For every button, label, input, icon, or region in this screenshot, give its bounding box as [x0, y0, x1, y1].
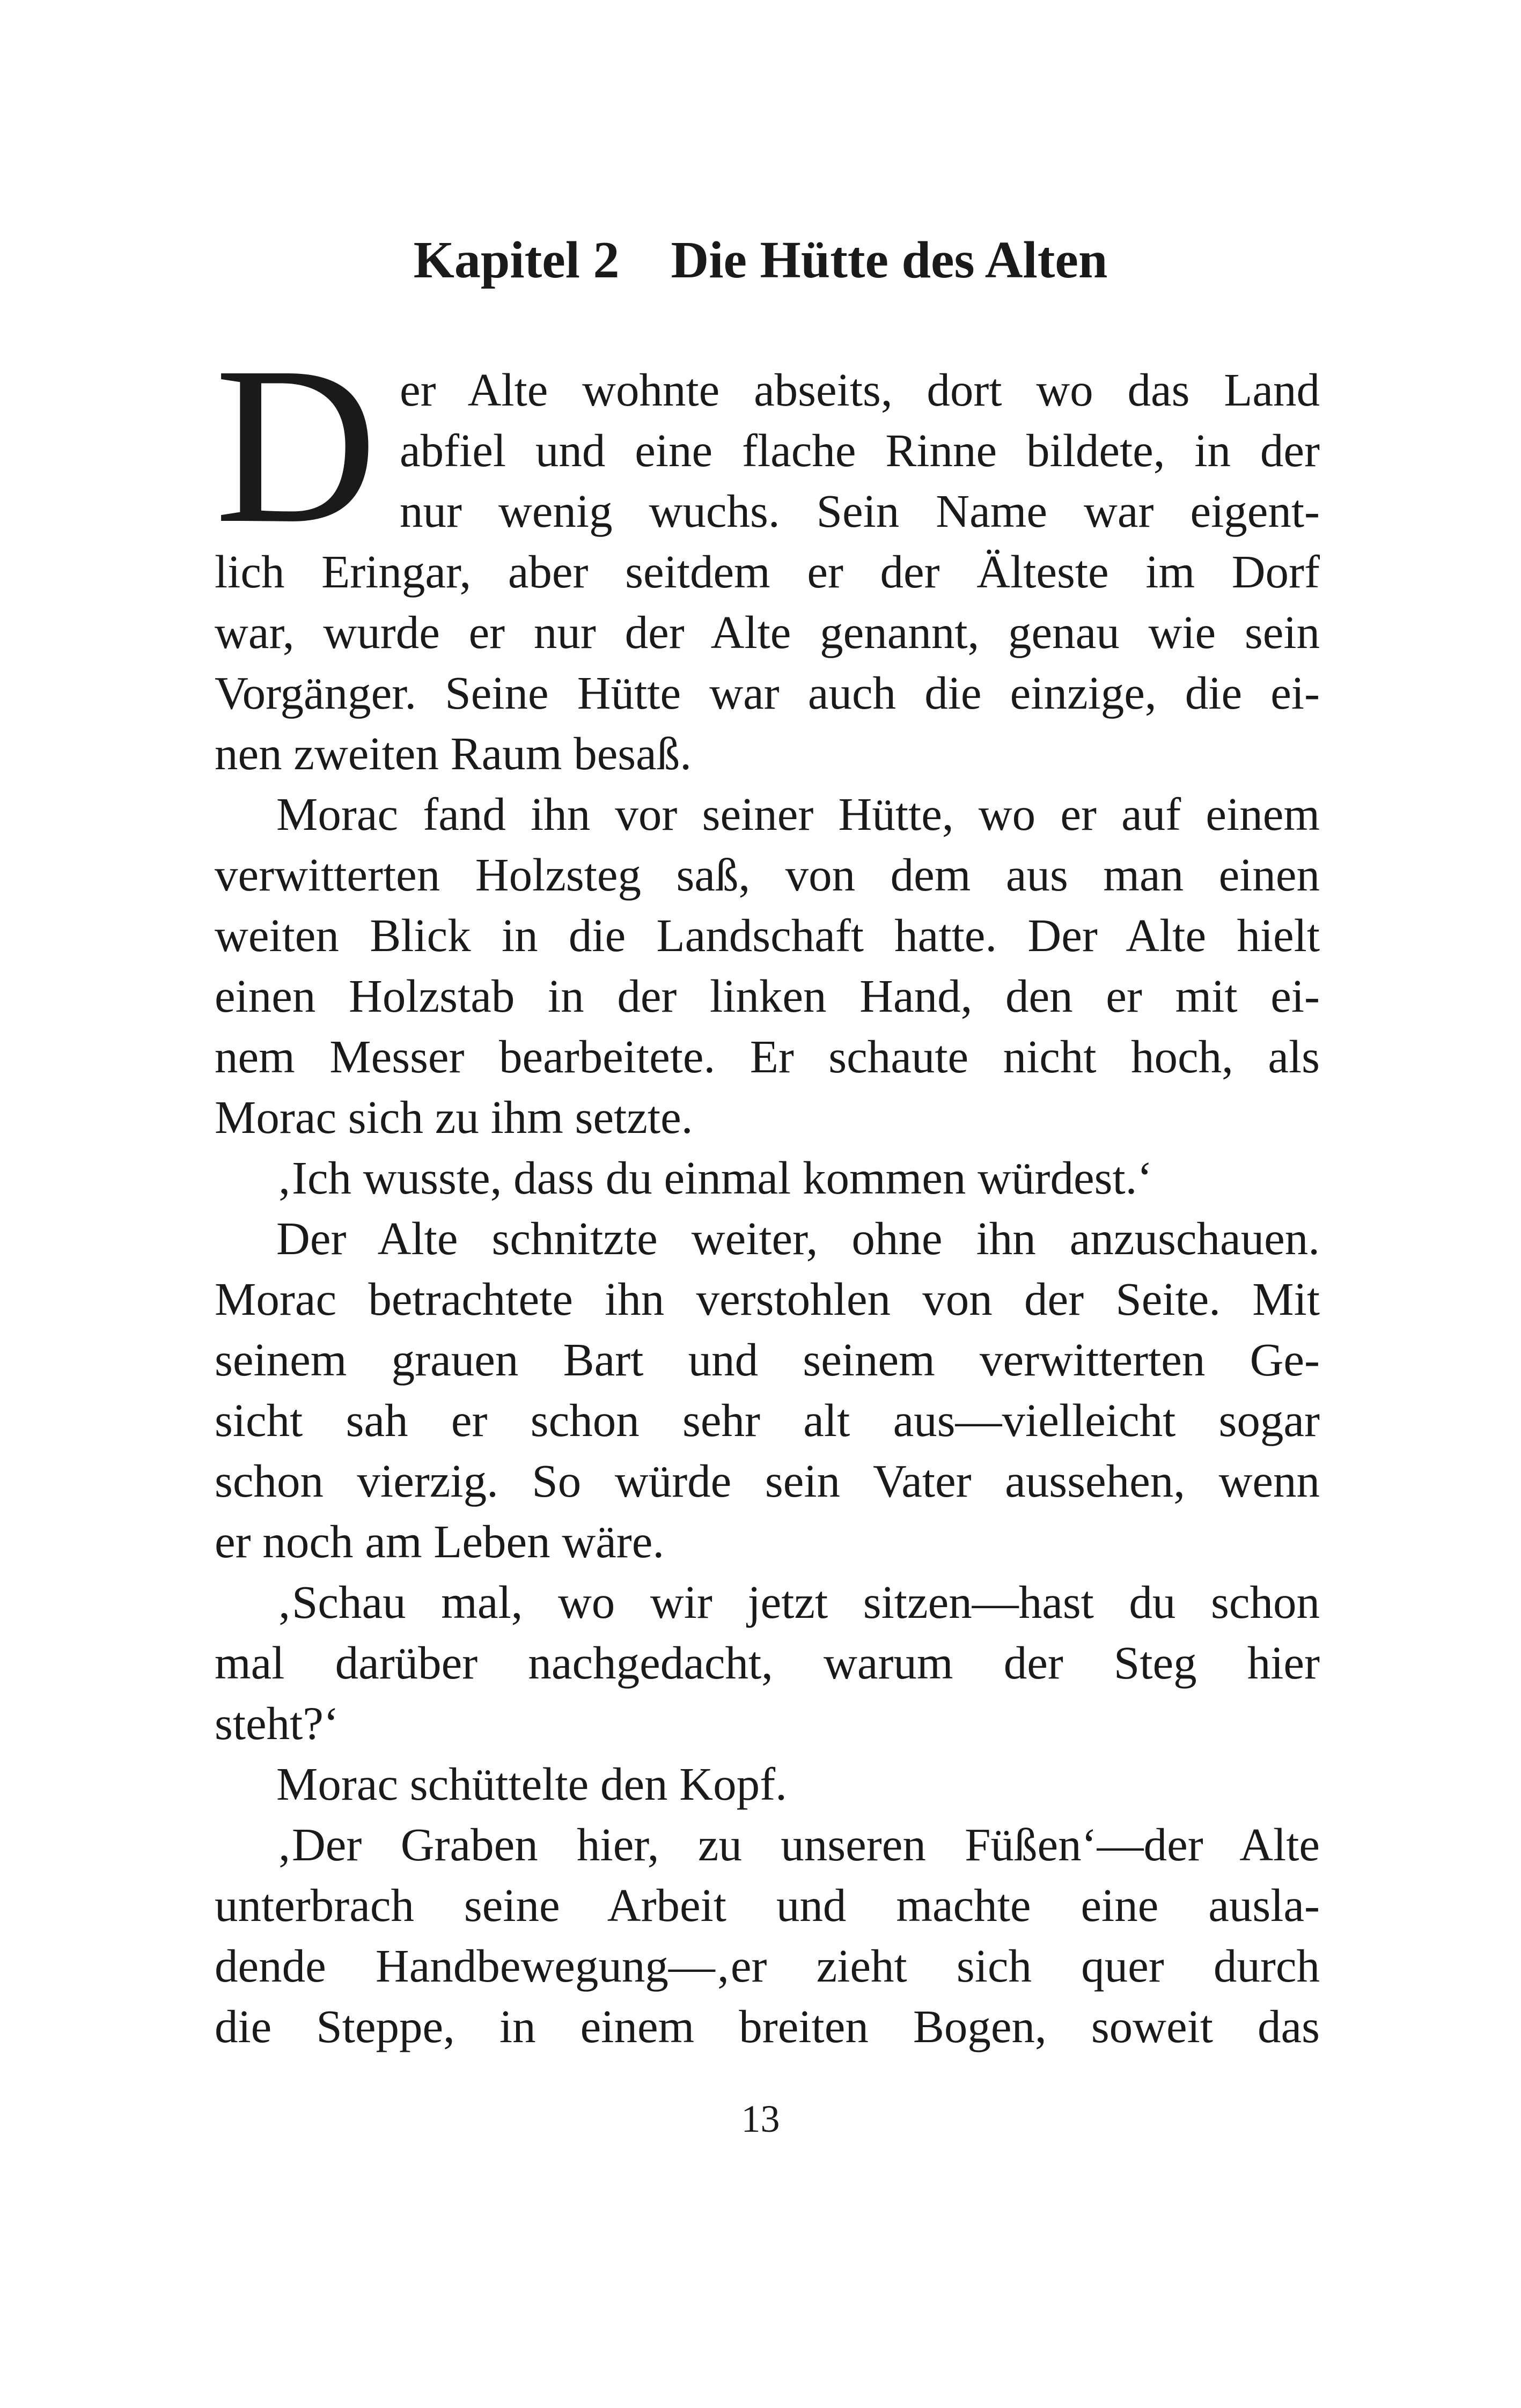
text-line: ‚Ich wusste, dass du einmal kommen würdest.‘: [276, 1152, 1153, 1204]
chapter-label: Kapitel 2: [413, 231, 620, 289]
text-line: nur wenig wuchs. Sein Name war eigent-: [400, 485, 1320, 537]
text-line: war, wurde er nur der Alte genannt, genau wie sein: [215, 606, 1320, 658]
text-line: ‚Schau mal, wo wir jetzt sitzen—hast du schon: [276, 1576, 1320, 1628]
text-line: Morac schüttelte den Kopf.: [276, 1758, 787, 1810]
text-line: mal darüber nachgedacht, warum der Steg hier: [215, 1637, 1320, 1689]
text-line: lich Eringar, aber seitdem er der Älteste im Dorf: [215, 546, 1320, 598]
body-text: [215, 359, 1320, 2057]
text-line: ‚Der Graben hier, zu unseren Füßen‘—der Alte: [276, 1818, 1320, 1871]
chapter-title: Die Hütte des Alten: [671, 231, 1108, 289]
text-line: steht?‘: [215, 1697, 339, 1749]
text-line: unterbrach seine Arbeit und machte eine ausla-: [215, 1879, 1320, 1931]
text-line: einen Holzstab in der linken Hand, den er mit ei-: [215, 970, 1320, 1022]
text-line: nem Messer bearbeitete. Er schaute nicht hoch, als: [215, 1030, 1320, 1083]
text-line: seinem grauen Bart und seinem verwitterten Ge-: [215, 1334, 1320, 1386]
text-line: weiten Blick in die Landschaft hatte. Der Alte hielt: [215, 909, 1320, 961]
page-number: 13: [741, 2097, 780, 2140]
text-line: nen zweiten Raum besaß.: [215, 727, 692, 779]
text-line: die Steppe, in einem breiten Bogen, soweit das: [215, 2000, 1320, 2052]
text-line: Morac sich zu ihm setzte.: [215, 1091, 693, 1143]
text-line: Morac fand ihn vor seiner Hütte, wo er auf einem: [276, 788, 1320, 840]
text-line: verwitterten Holzsteg saß, von dem aus man einen: [215, 849, 1320, 901]
text-line: dende Handbewegung—‚er zieht sich quer durch: [215, 1940, 1320, 1992]
text-line: Vorgänger. Seine Hütte war auch die einzige, die ei-: [215, 667, 1320, 719]
drop-cap: D: [215, 320, 378, 570]
text-line: Der Alte schnitzte weiter, ohne ihn anzuschauen.: [276, 1212, 1320, 1264]
text-line: abfiel und eine flache Rinne bildete, in der: [400, 424, 1320, 476]
text-line: Morac betrachtete ihn verstohlen von der Seite. Mit: [215, 1273, 1320, 1325]
text-line: er noch am Leben wäre.: [215, 1515, 665, 1567]
text-line: schon vierzig. So würde sein Vater aussehen, wenn: [215, 1455, 1320, 1507]
text-line: er Alte wohnte abseits, dort wo das Land: [400, 364, 1320, 416]
chapter-heading: [0, 228, 1521, 292]
text-line: sicht sah er schon sehr alt aus—vielleicht sogar: [215, 1394, 1320, 1446]
